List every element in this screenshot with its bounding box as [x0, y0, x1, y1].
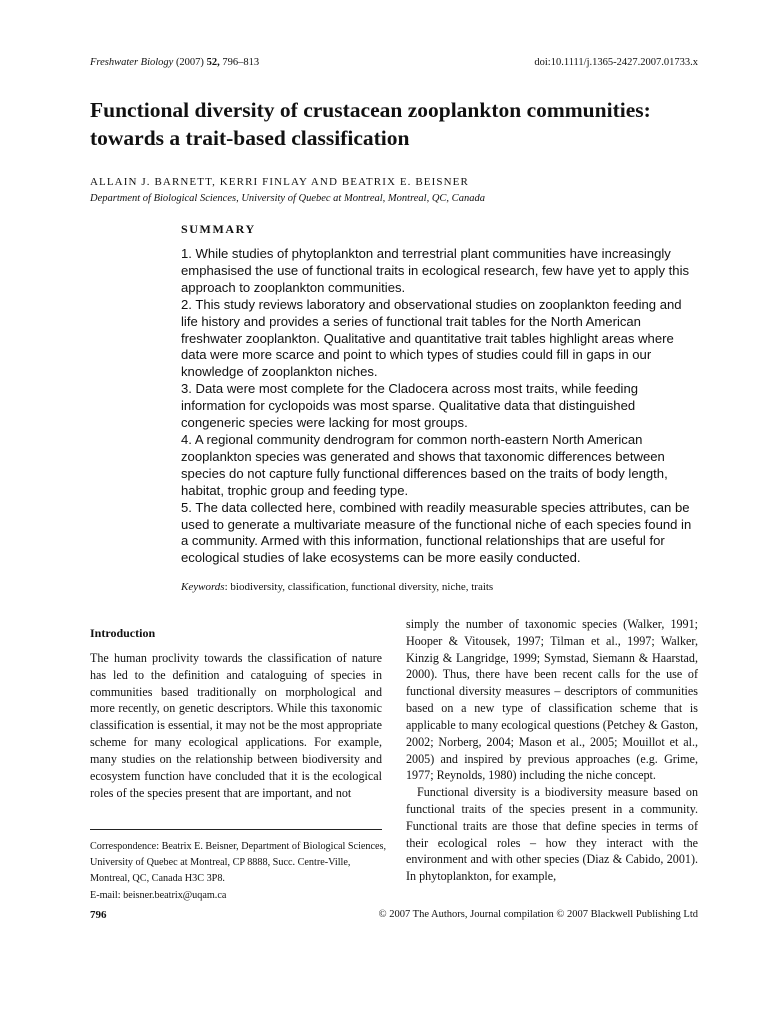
journal-volume: 52,: [206, 57, 220, 68]
page-number: 796: [90, 909, 107, 921]
correspondence-note: [90, 839, 390, 904]
affiliation: Department of Biological Sciences, University of Quebec at Montreal, Montreal, QC, Canada: [90, 193, 485, 204]
doi: doi:10.1111/j.1365-2427.2007.01733.x: [534, 57, 698, 68]
copyright-notice: © 2007 The Authors, Journal compilation © 2007 Blackwell Publishing Ltd: [378, 909, 698, 920]
summary-point: 2. This study reviews laboratory and observational studies on zooplankton feeding and life history and provides a series of functional trait tables for the North American freshwater zooplankton. Qualitative and quantitative trait tables highlight areas where data were more scarce and point to which types of studies could fill in gaps in our knowledge of zooplankton niches.: [181, 296, 682, 380]
summary-heading: SUMMARY: [181, 222, 256, 236]
introduction-left-column: The human proclivity towards the classification of nature has led to the definition and cataloguing of species in communities based traditionally on morphological and more recently, on genetic descriptors. While this taxonomic classification is essential, it may not be the most appropriate scheme for many ecological applications. For example, many studies on the relationship between biodiversity and ecosystem function have concluded that it is the ecological roles of the species present that are important, and not: [90, 651, 382, 800]
summary-point: 5. The data collected here, combined with readily measurable species attributes, can be used to generate a multivariate measure of the functional niche of each species found in a community. Armed with this information, functional relationships that are useful for ecological studies of lake ecosystems can be more easily conducted.: [181, 499, 692, 566]
summary-body: [181, 246, 701, 567]
author-list: ALLAIN J. BARNETT, KERRI FINLAY AND BEATRIX E. BEISNER: [90, 176, 469, 188]
introduction-right-column: [406, 616, 698, 885]
body-paragraph: Functional diversity is a biodiversity measure based on functional traits of the species present in a community. Functional traits are those that define species in terms of their ecological roles – how they interact with the environment and with other species (Diaz & Cabido, 2001). In phytoplankton, for example,: [406, 785, 698, 884]
keywords-list: : biodiversity, classification, functional diversity, niche, traits: [224, 581, 494, 593]
journal-year: (2007): [175, 57, 204, 68]
keywords: [181, 581, 493, 593]
article-title: Functional diversity of crustacean zooplankton communities: towards a trait-based classification: [90, 98, 651, 150]
introduction-heading: Introduction: [90, 626, 156, 640]
running-header-citation: [90, 57, 259, 68]
journal-pages: 796–813: [222, 57, 260, 68]
summary-point: 3. Data were most complete for the Cladocera across most traits, while feeding information for cyclopoids was most sparse. Qualitative data that distinguished congeneric species were lacking for most groups.: [181, 381, 639, 431]
footnote-divider: [90, 829, 382, 830]
journal-name: Freshwater Biology: [90, 57, 174, 68]
body-paragraph: simply the number of taxonomic species (Walker, 1991; Hooper & Vitousek, 1997; Tilman et al., 1997; Walker, Kinzig & Langridge, 1999; Symstad, Siemann & Haarstad, 2000). Thus, there have been recent calls for the use of functional diversity measures – descriptors of communities based on a new type of classification scheme that is applicable to many ecological questions (Petchey & Gaston, 2002; Norberg, 2004; Mason et al., 2005; Mouillot et al., 2005) and inspired by previous approaches (e.g. Grime, 1977; Reynolds, 1980) including the niche concept.: [406, 617, 698, 783]
summary-point: 4. A regional community dendrogram for common north-eastern North American zooplankton species was generated and shows that taxonomic differences between species do not capture fully functional differences based on the traits of body length, habitat, trophic group and feeding type.: [181, 431, 668, 498]
correspondence-address: Correspondence: Beatrix E. Beisner, Department of Biological Sciences, University of Quebec at Montreal, CP 8888, Succ. Centre-Ville, Montreal, QC, Canada H3C 3P8.: [90, 841, 387, 885]
correspondence-email: E-mail: beisner.beatrix@uqam.ca: [90, 889, 227, 901]
summary-point: 1. While studies of phytoplankton and terrestrial plant communities have increasingly emphasised the use of functional traits in ecological research, few have yet to apply this approach to zooplankton communities.: [181, 246, 690, 295]
keywords-label: Keywords: [181, 581, 225, 593]
